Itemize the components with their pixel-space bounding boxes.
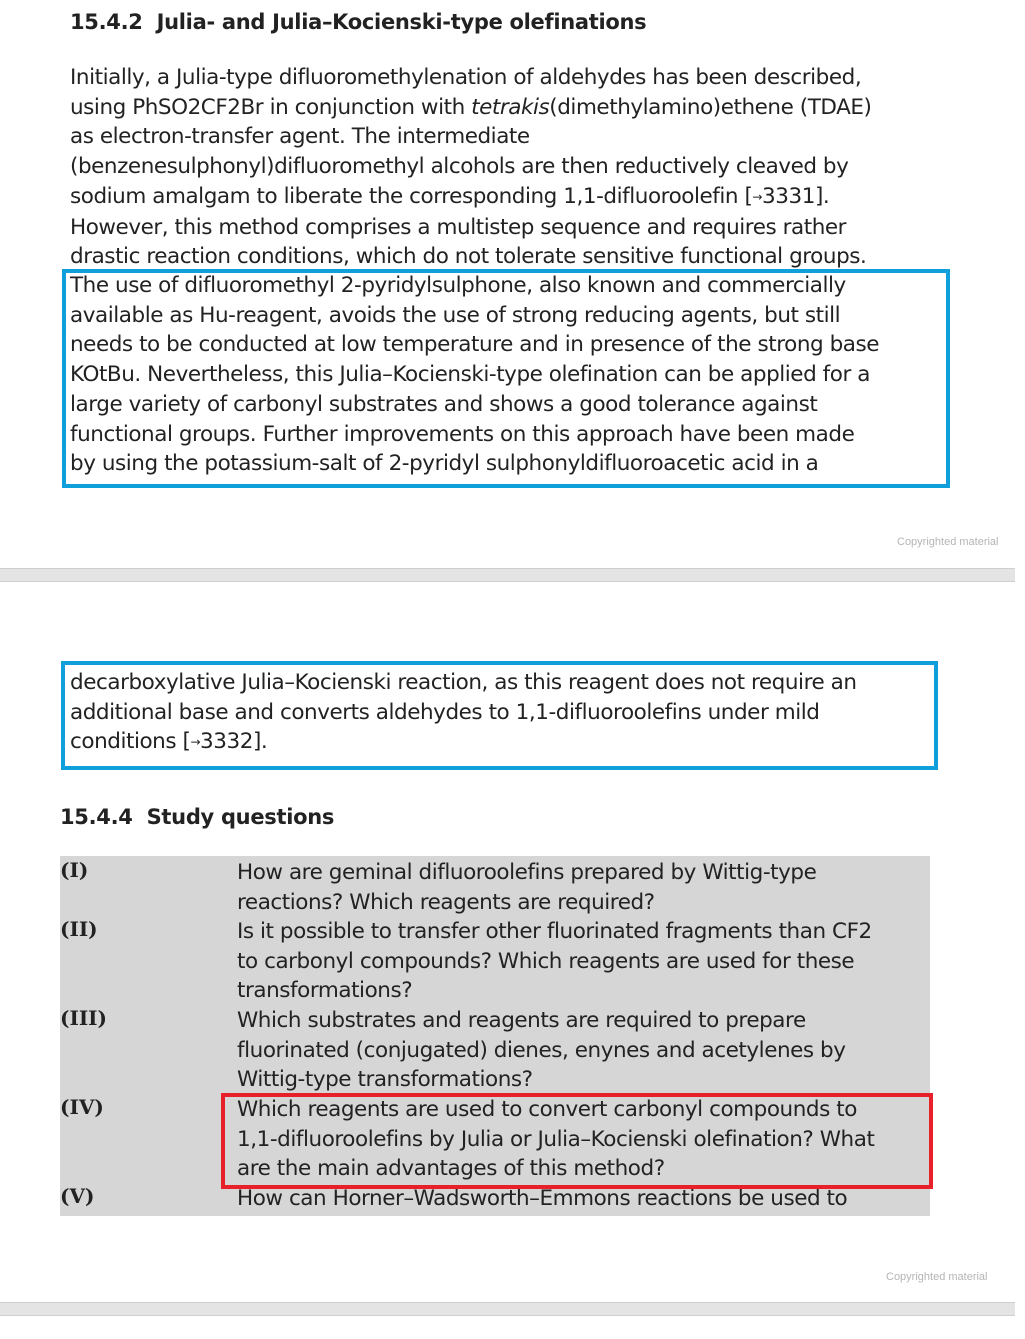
section-heading [70,10,646,34]
reference-arrow-icon[interactable]: → [752,189,763,204]
text-run: decarboxylative Julia–Kocienski reaction, as this reagent does not require an [70,670,857,695]
reference-link[interactable]: 3331]. [762,183,830,209]
text-line [70,698,857,728]
section-title: Julia- and Julia–Kocienski-type olefinations [156,10,647,34]
text-run: However, this method comprises a multistep sequence and requires rather [70,214,847,240]
text-line: How are geminal difluoroolefins prepared by Wittig-type [237,860,817,885]
question-number: (V) [60,1184,95,1208]
text-line: How can Horner–Wadsworth–Emmons reactions be used to [237,1186,848,1211]
question-text [237,1006,846,1095]
text-line [70,213,871,243]
text-run: conditions [ [70,729,191,755]
text-run: (dimethylamino)ethene (TDAE) [549,94,872,120]
question-text [237,917,872,1006]
section-title: Study questions [146,805,335,829]
text-line [70,63,871,93]
highlight-box-red [221,1093,933,1189]
text-line: large variety of carbonyl substrates and shows a good tolerance against [70,391,818,417]
section-number: 15.4.2 [70,10,143,34]
text-line: 1,1-difluoroolefins by Julia or Julia–Kocienski olefination? What [237,1126,875,1152]
page-divider [0,1302,1015,1316]
text-run: sodium amalgam to liberate the corresponding 1,1-difluoroolefin [ [70,183,753,209]
page-1 [0,0,1015,568]
text-line: by using the potassium-salt of 2-pyridyl sulphonyldifluoroacetic acid in a [70,451,819,477]
text-line: functional groups. Further improvements on this approach have been made [70,421,855,447]
text-line: Which reagents are used to convert carbonyl compounds to [237,1097,857,1122]
text-run: additional base and converts aldehydes to 1,1-difluoroolefins under mild [70,699,820,725]
question-text [237,858,816,917]
text-line [70,152,871,182]
text-line: The use of difluoromethyl 2-pyridylsulphone, also known and commercially [70,273,846,298]
text-run: as electron-transfer agent. The intermediate [70,124,530,150]
highlighted-paragraph [70,668,857,758]
text-run: drastic reaction conditions, which do not tolerate sensitive functional groups. [70,244,867,270]
text-line: Which substrates and reagents are required to prepare [237,1008,806,1033]
text-line [70,242,871,272]
text-line: needs to be conducted at low temperature and in presence of the strong base [70,332,880,358]
text-line: transformations? [237,978,413,1004]
text-line: are the main advantages of this method? [237,1156,665,1182]
question-number: (III) [60,1006,107,1030]
text-line: available as Hu-reagent, avoids the use of strong reducing agents, but still [70,302,841,328]
text-line [70,727,857,758]
copyright-notice: Copyrighted material [897,536,999,548]
question-number: (IV) [60,1095,104,1119]
text-line: Is it possible to transfer other fluorinated fragments than CF2 [237,919,872,944]
text-run: (benzenesulphonyl)difluoromethyl alcohols are then reductively cleaved by [70,154,849,180]
text-line [70,182,871,213]
reference-arrow-icon[interactable]: → [190,735,201,750]
question-number: (I) [60,858,89,882]
reference-link[interactable]: 3332]. [200,729,268,755]
text-line: fluorinated (conjugated) dienes, enynes and acetylenes by [237,1037,846,1063]
text-line: Wittig-type transformations? [237,1067,533,1093]
text-line: KOtBu. Nevertheless, this Julia–Kocienski-type olefination can be applied for a [70,362,870,388]
section-heading [60,805,334,829]
body-paragraph [70,63,871,272]
highlighted-paragraph [70,271,879,479]
section-number: 15.4.4 [60,805,133,829]
text-run: using PhSO2CF2Br in conjunction with [70,94,472,120]
page-divider [0,568,1015,582]
text-line: to carbonyl compounds? Which reagents are used for these [237,948,855,974]
text-line: reactions? Which reagents are required? [237,889,655,915]
copyright-notice: Copyrighted material [886,1271,988,1283]
text-line [70,668,857,698]
italic-text: tetrakis [471,94,550,120]
text-line [70,93,871,123]
text-run: Initially, a Julia-type difluoromethylenation of aldehydes has been described, [70,65,862,90]
question-number: (II) [60,917,98,941]
text-line [70,122,871,152]
